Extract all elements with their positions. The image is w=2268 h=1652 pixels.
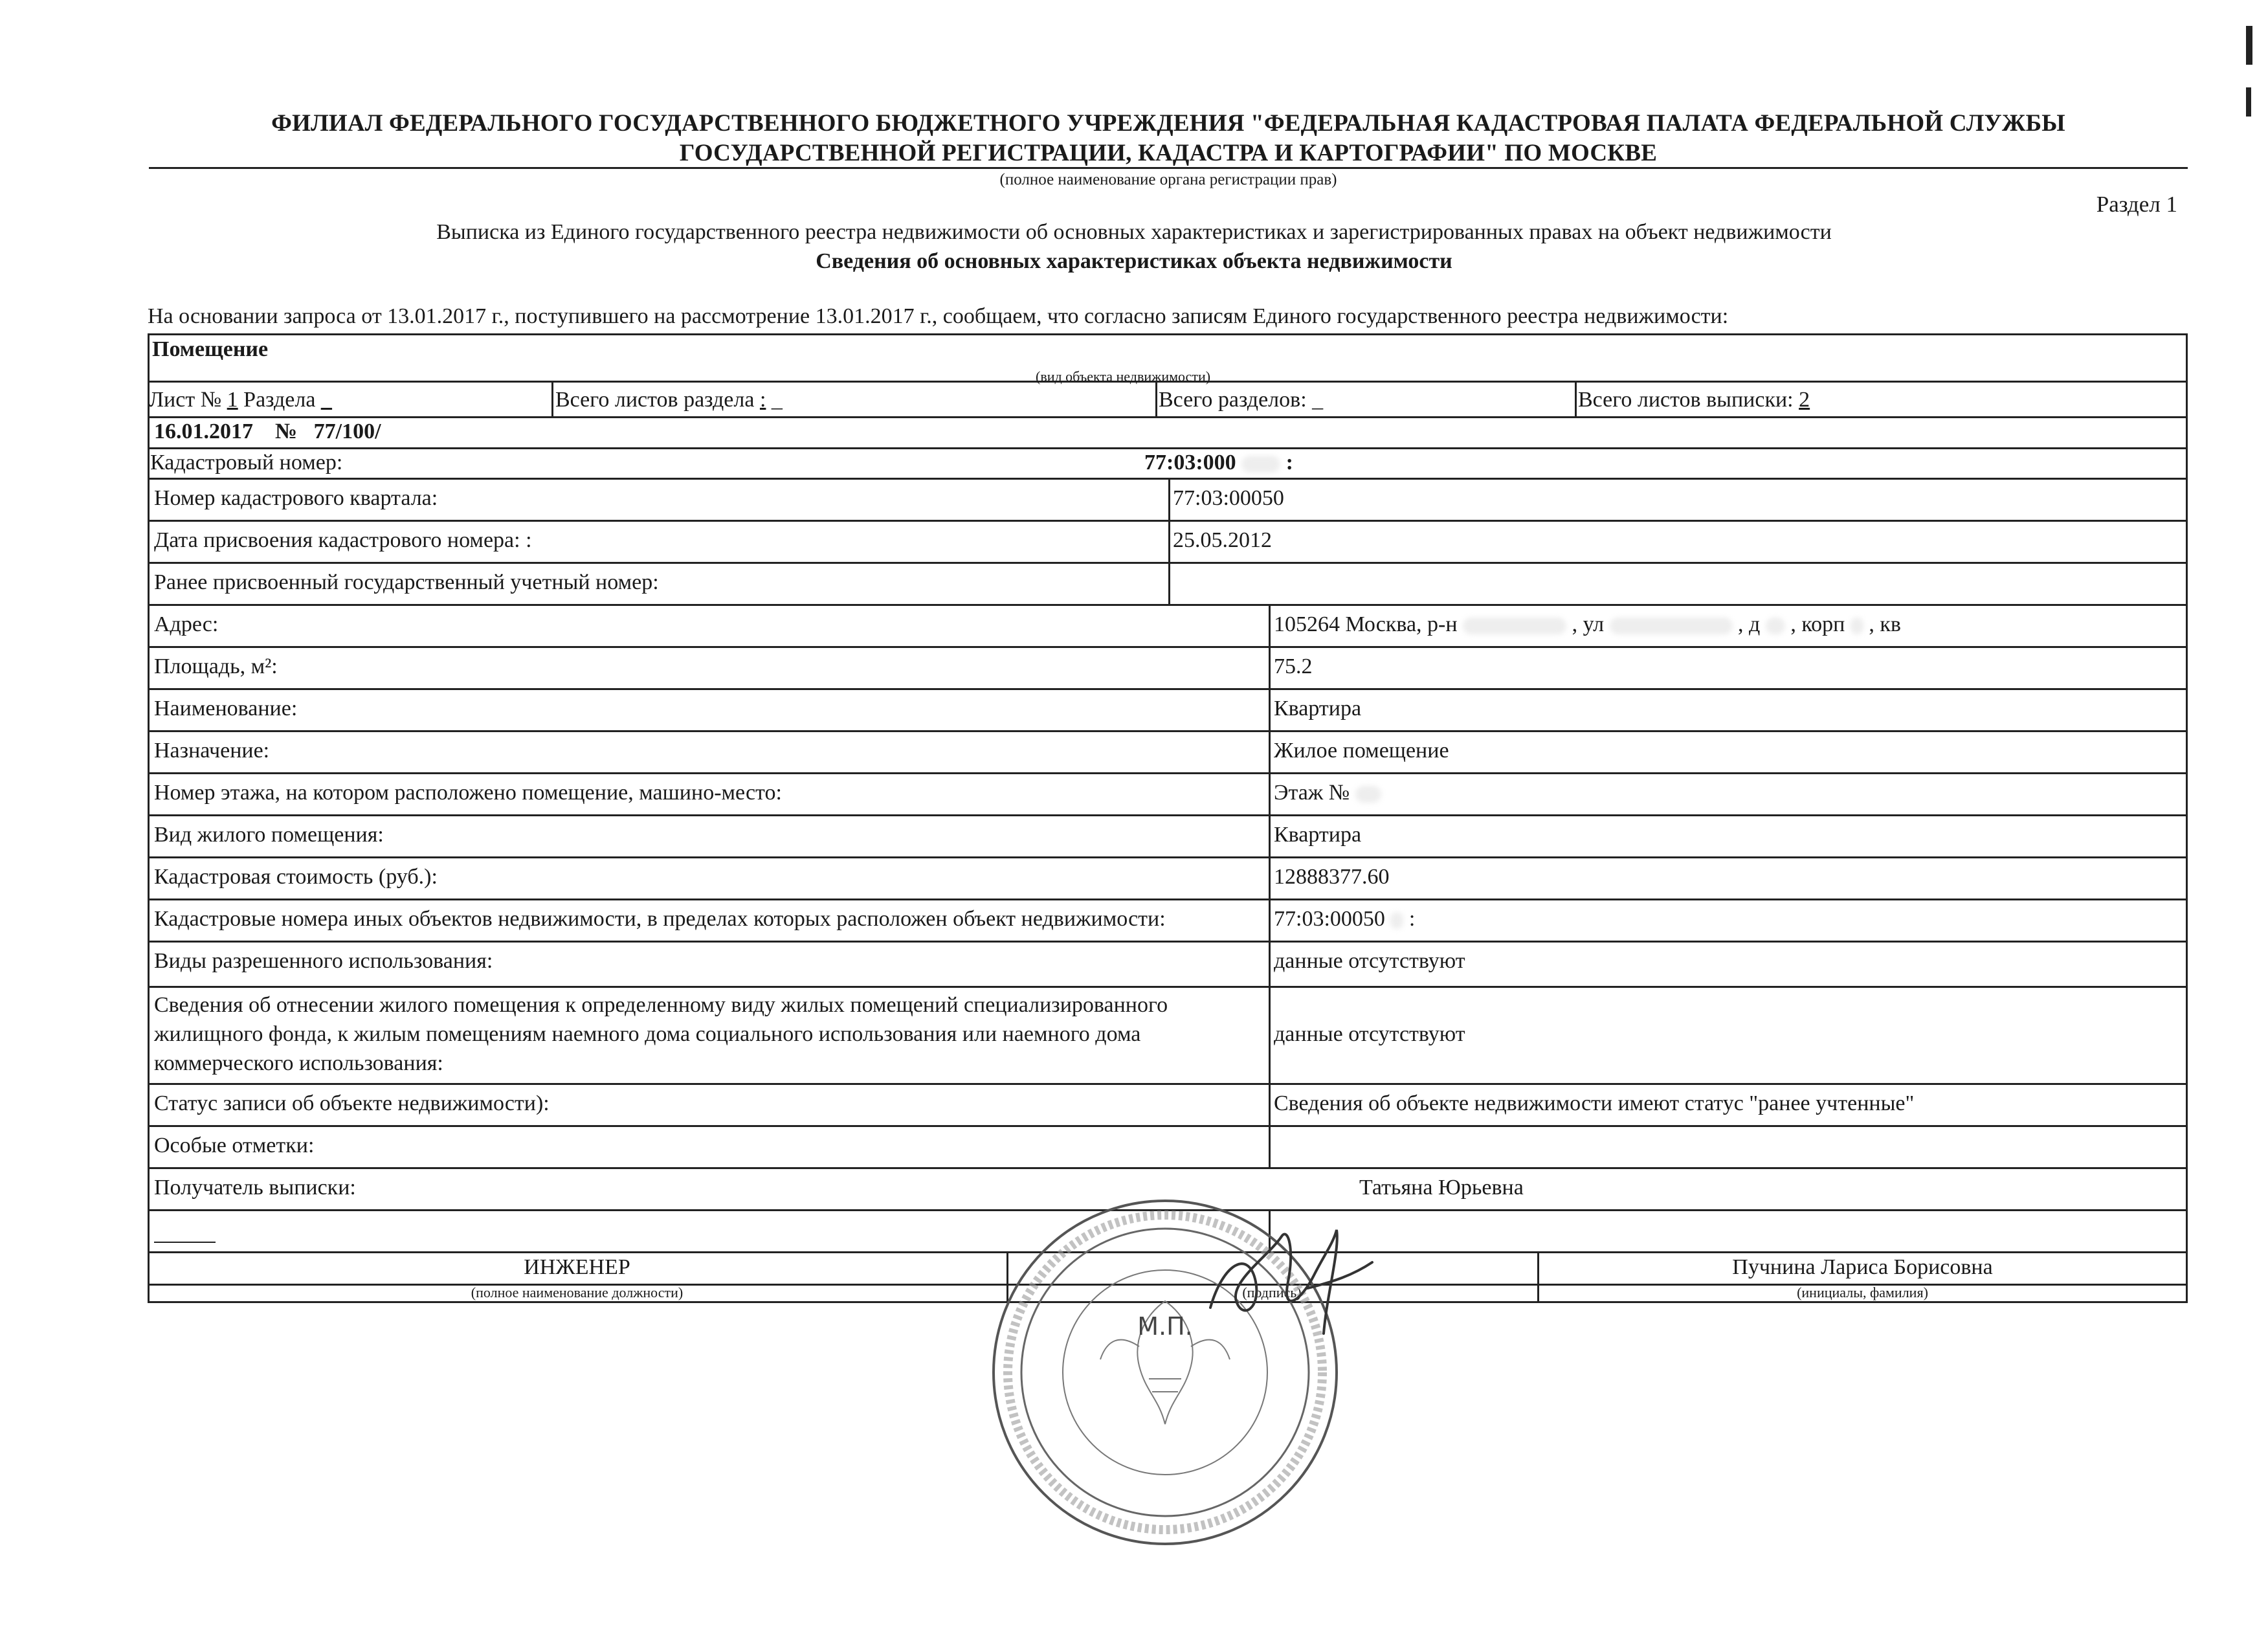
- total-sheets-in-section: Всего листов раздела : _: [555, 388, 783, 412]
- section-label: Раздел 1: [2096, 192, 2177, 217]
- header-line-1: ФИЛИАЛ ФЕДЕРАЛЬНОГО ГОСУДАРСТВЕННОГО БЮДЖЕТНОГО УЧРЕЖДЕНИЯ "ФЕДЕРАЛЬНАЯ КАДАСТРОВАЯ ПАЛАТА ФЕДЕРАЛЬНОЙ СЛУЖБЫ: [271, 110, 2065, 137]
- row-label-permitted-use: Виды разрешенного использования:: [154, 949, 493, 973]
- row-value-area: 75.2: [1274, 654, 1313, 678]
- redacted-area: [1390, 912, 1403, 929]
- row-label-special-housing: [154, 990, 1168, 1078]
- header-caption: (полное наименование органа регистрации прав): [999, 171, 1337, 188]
- column-divider: [1269, 604, 1271, 1167]
- header-underline: [149, 167, 2188, 169]
- column-divider: [1168, 478, 1170, 605]
- row-value-dwelling-type: Квартира: [1274, 823, 1362, 847]
- row-label-previous-number: Ранее присвоенный государственный учетный номер:: [154, 570, 659, 594]
- redacted-area: [1241, 456, 1280, 473]
- row-label-quarter: Номер кадастрового квартала:: [154, 486, 438, 510]
- total-extract-value: 2: [1799, 388, 1810, 412]
- row-label-recipient: Получатель выписки:: [154, 1176, 356, 1200]
- parent-object-suffix: :: [1408, 907, 1416, 931]
- row-value-parent-objects: [1274, 905, 1415, 933]
- object-type: Помещение: [152, 337, 269, 361]
- rule: [148, 646, 2188, 648]
- row-label-area: Площадь, м²:: [154, 654, 278, 678]
- address-house: , д: [1738, 612, 1761, 636]
- row-label-name: Наименование:: [154, 697, 298, 720]
- rule: [148, 814, 2188, 816]
- row-value-record-status: Сведения об объекте недвижимости имеют статус "ранее учтенные": [1274, 1091, 1915, 1115]
- document-title: Выписка из Единого государственного реестра недвижимости об основных характеристиках и зарегистрированных правах на объект недвижимости: [436, 220, 1832, 244]
- object-type-caption: (вид объекта недвижимости): [1036, 368, 1211, 385]
- redacted-area: [1610, 618, 1733, 634]
- address-start: 105264 Москва, р-н: [1274, 612, 1458, 636]
- redacted-area: [1463, 618, 1566, 634]
- total-sections-label: Всего разделов:: [1159, 388, 1307, 412]
- column-divider: [1575, 381, 1577, 416]
- section-of-label: Раздела: [243, 388, 316, 412]
- row-label-address: Адрес:: [154, 612, 219, 636]
- rule: [148, 604, 2188, 606]
- special-housing-line: Сведения об отнесении жилого помещения к определенному виду жилых помещений специализированного: [154, 993, 1168, 1017]
- issuing-authority-header: [149, 109, 2188, 168]
- stamp-label: М.П.: [1137, 1312, 1193, 1341]
- cadastral-number-suffix: :: [1285, 451, 1293, 474]
- column-divider: [1155, 381, 1157, 416]
- sheet-value: 1: [227, 388, 238, 412]
- blank-line: [154, 1242, 216, 1243]
- rule: [148, 478, 2188, 480]
- rule: [148, 941, 2188, 943]
- rule: [148, 333, 2188, 335]
- parent-object-number: 77:03:00050: [1274, 907, 1385, 931]
- sheet-number: [149, 386, 332, 414]
- redacted-area: [1355, 786, 1381, 803]
- document-date: 16.01.2017: [154, 419, 253, 443]
- rule: [148, 416, 2188, 418]
- row-value-special-housing: данные отсутствуют: [1274, 1022, 1465, 1046]
- signatory-name: Пучнина Лариса Борисовна: [1732, 1255, 1993, 1279]
- rule: [148, 562, 2188, 564]
- address-street: , ул: [1572, 612, 1605, 636]
- row-label-special-notes: Особые отметки:: [154, 1133, 315, 1157]
- rule: [148, 856, 2188, 858]
- scan-artifact: [2246, 26, 2252, 65]
- rule: [148, 899, 2188, 900]
- row-label-cadastral-value: Кадастровая стоимость (руб.):: [154, 865, 438, 889]
- position-caption: (полное наименование должности): [471, 1284, 684, 1300]
- rule: [148, 1125, 2188, 1127]
- special-housing-line: коммерческого использования:: [154, 1051, 443, 1075]
- cadastral-number-value: [1144, 449, 1293, 477]
- rule: [148, 1167, 2188, 1169]
- row-value-permitted-use: данные отсутствуют: [1274, 949, 1465, 973]
- row-label-purpose: Назначение:: [154, 739, 270, 763]
- cadastral-number: 77:03:000: [1144, 451, 1236, 474]
- scan-artifact: [2246, 87, 2251, 117]
- address-corp: , корп: [1790, 612, 1845, 636]
- cadastral-number-label: Кадастровый номер:: [150, 451, 343, 474]
- request-statement: На основании запроса от 13.01.2017 г., поступившего на рассмотрение 13.01.2017 г., сообщаем, что согласно записям Единого государственного реестра недвижимости:: [148, 304, 1729, 328]
- row-value-assign-date: 25.05.2012: [1173, 528, 1272, 552]
- row-label-record-status: Статус записи об объекте недвижимости):: [154, 1091, 550, 1115]
- total-sheets-label: Всего листов раздела: [555, 388, 755, 412]
- rule: [148, 730, 2188, 732]
- rule: [148, 688, 2188, 690]
- redacted-area: [1766, 618, 1785, 634]
- document-date-number: [154, 418, 381, 446]
- row-value-cadastral-value: 12888377.60: [1274, 865, 1390, 889]
- total-extract-sheets: [1578, 386, 1810, 414]
- row-value-purpose: Жилое помещение: [1274, 739, 1449, 763]
- row-value-address: [1274, 610, 1901, 639]
- sheet-label: Лист №: [149, 388, 222, 412]
- rule: [148, 520, 2188, 522]
- document-number-sign: №: [275, 419, 298, 443]
- total-sections: [1159, 386, 1323, 414]
- row-label-floor: Номер этажа, на котором расположено помещение, машино-место:: [154, 781, 782, 805]
- total-sections-value: _: [1312, 388, 1324, 412]
- row-value-floor: [1274, 779, 1381, 807]
- name-caption: (инициалы, фамилия): [1797, 1284, 1928, 1300]
- row-value-name: Квартира: [1274, 697, 1362, 720]
- column-divider: [551, 381, 553, 416]
- row-value-quarter: 77:03:00050: [1173, 486, 1284, 510]
- signatory-position: ИНЖЕНЕР: [524, 1255, 630, 1279]
- row-value-recipient: Татьяна Юрьевна: [1359, 1176, 1524, 1200]
- row-label-dwelling-type: Вид жилого помещения:: [154, 823, 384, 847]
- section-of-value: _: [320, 388, 332, 412]
- redacted-area: [1851, 618, 1863, 634]
- total-extract-label: Всего листов выписки:: [1578, 388, 1794, 412]
- rule: [148, 986, 2188, 988]
- rule: [148, 1083, 2188, 1085]
- address-flat: , кв: [1869, 612, 1901, 636]
- floor-value: Этаж №: [1274, 781, 1350, 805]
- special-housing-line: жилищного фонда, к жилым помещениям наемного дома социального использования или наемного дома: [154, 1022, 1141, 1046]
- row-label-assign-date: Дата присвоения кадастрового номера: :: [154, 528, 532, 552]
- document-subtitle: Сведения об основных характеристиках объекта недвижимости: [816, 249, 1452, 273]
- header-line-2: ГОСУДАРСТВЕННОЙ РЕГИСТРАЦИИ, КАДАСТРА И КАРТОГРАФИИ" ПО МОСКВЕ: [679, 140, 1658, 166]
- total-sheets-value: :: [759, 388, 766, 412]
- row-label-parent-objects: Кадастровые номера иных объектов недвижимости, в пределах которых расположен объект недвижимости:: [154, 907, 1166, 931]
- document-number: 77/100/: [313, 419, 381, 443]
- handwritten-signature-icon: [1184, 1211, 1379, 1353]
- signature-caption: (подпись): [1242, 1284, 1302, 1300]
- rule: [148, 772, 2188, 774]
